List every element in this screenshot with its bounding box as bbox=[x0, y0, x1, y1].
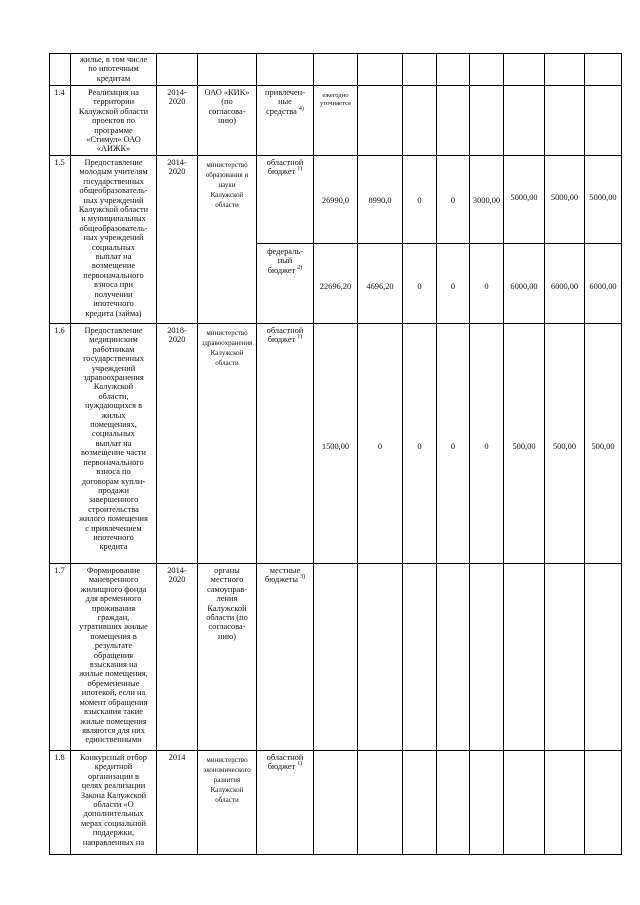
row-number: 1.6 bbox=[54, 326, 65, 335]
row-name: Предоставление медицинским работникам государственных учреждений здравоохранения Калужской области, нуждающихся в жилых помещениях, социальных выплат на возмещение части первоначального взноса по договорам купли- продажи завершенного строительства жилого помещения с привлечением ипотечного кредита bbox=[79, 326, 148, 552]
source-footnote: 4) bbox=[298, 106, 304, 113]
grid-line-h bbox=[49, 323, 621, 324]
row-period: 2014- 2020 bbox=[167, 158, 187, 177]
value-cell: 0 bbox=[450, 196, 456, 205]
source-text: областной бюджет bbox=[266, 753, 304, 772]
row-executor: органы местного самоуправ- ления Калужской области (по согласова- нию) bbox=[206, 566, 248, 641]
grid-line-h bbox=[49, 563, 621, 564]
value-cell: 22696,20 bbox=[319, 282, 352, 291]
row-number: 1.4 bbox=[54, 88, 65, 97]
grid-line-h bbox=[49, 750, 621, 751]
grid-line-v bbox=[544, 53, 545, 855]
value-cell: 500,00 bbox=[512, 442, 536, 451]
value-cell: 0 bbox=[484, 442, 489, 451]
source-text: областной бюджет bbox=[266, 326, 304, 345]
source-footnote: 3) bbox=[300, 574, 306, 581]
value-cell: 500,00 bbox=[552, 442, 577, 451]
row-number: 1.5 bbox=[54, 158, 65, 167]
grid-line-h bbox=[49, 854, 621, 855]
grid-line-v bbox=[436, 53, 437, 855]
grid-line-v bbox=[357, 53, 358, 855]
grid-line-v bbox=[584, 53, 585, 855]
value-cell: 6000,00 bbox=[550, 282, 579, 291]
grid-line-h bbox=[49, 53, 621, 54]
row-name: Реализация на территории Калужской области проектов по программе «Стимул» ОАО «АИЖК» bbox=[78, 88, 149, 154]
value-cell: 4696,20 bbox=[366, 282, 394, 291]
value-cell: 0 bbox=[417, 196, 422, 205]
source-footnote: 1) bbox=[297, 761, 303, 768]
value-cell: 0 bbox=[417, 442, 422, 451]
row-executor: министерство образования и науки Калужской области bbox=[205, 161, 249, 209]
row-executor: министерство экономического развития Калужской области bbox=[203, 756, 251, 804]
row-source bbox=[257, 88, 313, 116]
source-text: местные бюджеты bbox=[264, 566, 301, 585]
value-cell: 5000,00 bbox=[550, 193, 579, 202]
grid-line-v bbox=[503, 53, 504, 855]
value-cell: 0 bbox=[417, 282, 422, 291]
grid-line-h bbox=[49, 155, 621, 156]
value-cell: 1500,00 bbox=[321, 442, 350, 451]
row-period: 2014 bbox=[168, 753, 186, 762]
value-cell: ежегодно уточняется bbox=[320, 92, 351, 107]
source-footnote: 1) bbox=[297, 334, 303, 341]
row-executor: министерство здравоохранения Калужской области bbox=[201, 329, 253, 367]
grid-line-v bbox=[313, 53, 314, 855]
value-cell: 6000,00 bbox=[510, 282, 538, 291]
value-cell: 3000,00 bbox=[472, 196, 501, 205]
value-cell: 6000,00 bbox=[589, 282, 617, 291]
value-cell: 5000,00 bbox=[589, 193, 617, 202]
row-source bbox=[257, 753, 313, 772]
grid-line-v bbox=[621, 53, 622, 855]
row-name: Конкурсный отбор кредитной организации в целях реализации Закона Калужской области «О дополнительных мерах социальной поддержки, направленных на bbox=[80, 753, 147, 847]
row-source bbox=[257, 566, 313, 585]
value-cell: 0 bbox=[450, 442, 456, 451]
source-footnote: 1) bbox=[297, 166, 303, 173]
row-period: 2014- 2020 bbox=[167, 88, 187, 107]
row-name: жилье, в том числе по ипотечным кредитам bbox=[79, 55, 148, 83]
grid-line-h bbox=[256, 243, 621, 244]
row-period: 2014- 2020 bbox=[167, 566, 187, 585]
row-name: Предоставление молодым учителям государственных общеобразователь- ных учреждений Калужской области и муниципальных общеобразователь- ных учреждений социальных выплат на возмещение первоначального взноса при получении ипотечного кредита (займа) bbox=[78, 158, 149, 318]
row-source bbox=[257, 326, 313, 345]
value-cell: 0 bbox=[377, 442, 383, 451]
grid-line-v bbox=[402, 53, 403, 855]
row-number: 1.8 bbox=[54, 753, 65, 762]
value-cell: 500,00 bbox=[591, 442, 615, 451]
value-cell: 26990,0 bbox=[321, 196, 350, 205]
grid-line-v bbox=[49, 53, 50, 855]
source-footnote: 2) bbox=[297, 265, 303, 272]
value-cell: 0 bbox=[450, 282, 456, 291]
value-cell: 0 bbox=[484, 282, 489, 291]
source-text: федераль- ный бюджет bbox=[267, 247, 303, 275]
row-source bbox=[257, 158, 313, 177]
row-name: Формирование маневренного жилищного фонда для временного проживания граждан, утративших жилые помещения в результате обращения взыскания на жилые помещения, обремененные ипотекой, если на момент обращения взыскания такие жилые помещения являются для них единственными bbox=[79, 566, 148, 745]
source-text: привлечен- ные средства bbox=[265, 88, 305, 116]
grid-line-h bbox=[49, 85, 621, 86]
value-cell: 5000,00 bbox=[510, 193, 538, 202]
value-cell: 8990,0 bbox=[368, 196, 392, 205]
grid-line-v bbox=[469, 53, 470, 855]
row-number: 1.7 bbox=[54, 566, 65, 575]
row-source bbox=[257, 247, 313, 275]
source-text: областной бюджет bbox=[266, 158, 304, 177]
row-period: 2018- 2020 bbox=[167, 326, 187, 345]
row-executor: ОАО «КИК» (по согласова- нию) bbox=[204, 88, 250, 126]
